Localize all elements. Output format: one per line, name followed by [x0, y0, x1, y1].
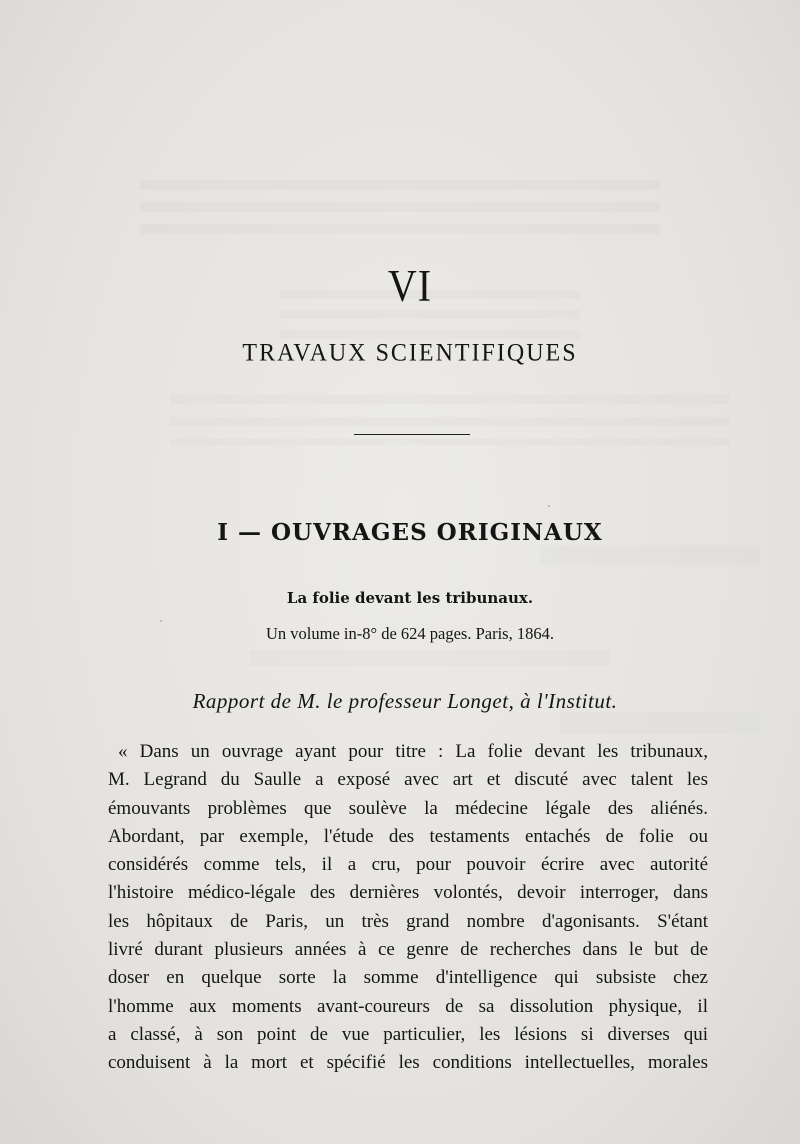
- body-line: l'histoire médico-légale des dernières volontés, devoir interroger, dans: [108, 882, 708, 904]
- chapter-number: VI: [387, 259, 433, 312]
- body-line: émouvants problèmes que soulève la médecine légale des aliénés.: [108, 797, 708, 819]
- body-line: considérés comme tels, il a cru, pour pouvoir écrire avec autorité: [108, 854, 708, 876]
- body-paragraph: [108, 738, 708, 1078]
- chapter-title: TRAVAUX SCIENTIFIQUES: [242, 339, 578, 367]
- body-line: conduisent à la mort et spécifié les conditions intellectuelles, morales: [108, 1052, 708, 1074]
- body-line: l'homme aux moments avant-coureurs de sa dissolution physique, il: [108, 995, 708, 1017]
- bleed-through-block: [560, 712, 760, 734]
- body-line: M. Legrand du Saulle a exposé avec art et discuté avec talent les: [108, 769, 708, 791]
- paper-speck: [548, 505, 550, 507]
- work-details: Un volume in-8° de 624 pages. Paris, 1864.: [266, 624, 554, 643]
- bleed-through-block: [250, 650, 610, 666]
- section-divider: [354, 434, 470, 435]
- section-title: I — OUVRAGES ORIGINAUX: [217, 519, 603, 546]
- work-title: La folie devant les tribunaux.: [286, 589, 534, 607]
- bleed-through-block: [140, 180, 660, 240]
- body-line: a classé, à son point de vue particulier, les lésions si diverses qui: [108, 1023, 708, 1045]
- body-line: les hôpitaux de Paris, un très grand nombre d'agonisants. S'étant: [108, 910, 708, 932]
- bleed-through-block: [170, 395, 730, 445]
- bleed-through-block: [540, 545, 760, 565]
- report-heading: Rapport de M. le professeur Longet, à l'Institut.: [192, 689, 618, 713]
- body-line: doser en quelque sorte la somme d'intelligence qui subsiste chez: [108, 967, 708, 989]
- paper-speck: [160, 620, 162, 622]
- body-line: Abordant, par exemple, l'étude des testaments entachés de folie ou: [108, 825, 708, 847]
- body-line: « Dans un ouvrage ayant pour titre : La folie devant les tribunaux,: [118, 741, 708, 762]
- body-line: livré durant plusieurs années à ce genre de recherches dans le but de: [108, 939, 708, 961]
